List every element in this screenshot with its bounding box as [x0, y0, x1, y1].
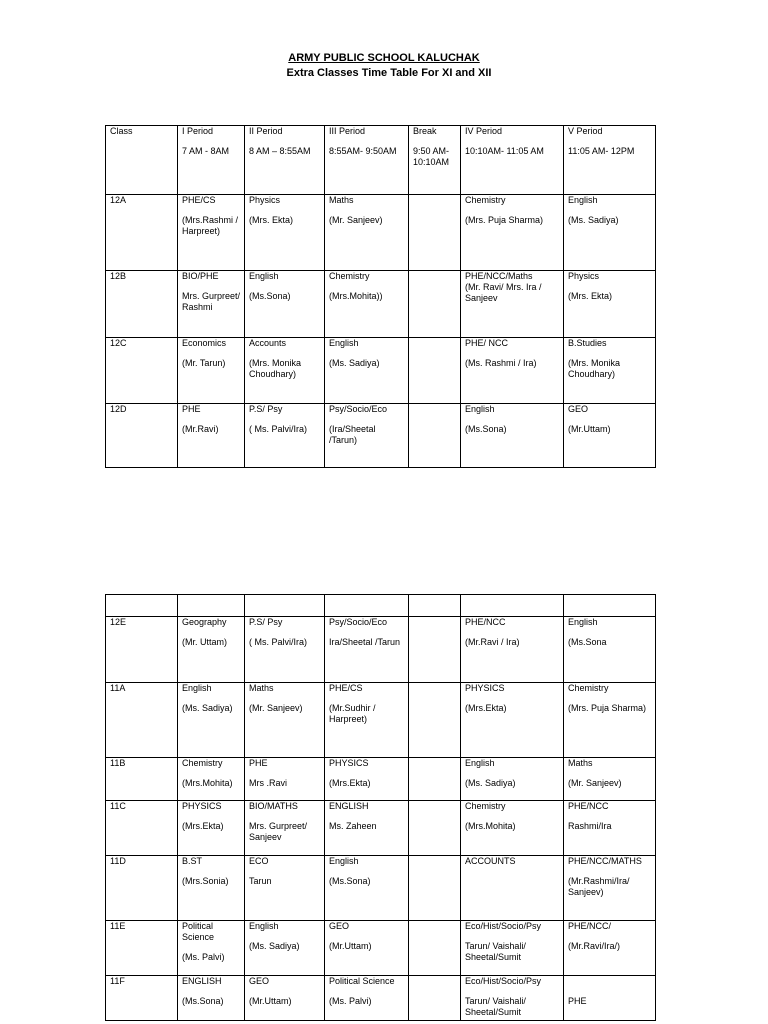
- cell-teacher: (Mr.Sudhir / Harpreet): [329, 703, 376, 724]
- cell-break: [409, 617, 461, 683]
- cell-period-1: [178, 758, 245, 801]
- table-row: [106, 617, 656, 683]
- cell-subject: Maths: [568, 758, 593, 768]
- cell-period-4: [461, 856, 564, 921]
- table-row: [106, 338, 656, 404]
- cell-period-5: [564, 595, 656, 617]
- cell-period-2: [245, 271, 325, 338]
- header-time: 9:50 AM- 10:10AM: [413, 146, 450, 167]
- table-row: [106, 976, 656, 1021]
- cell-period-5: [564, 758, 656, 801]
- cell-period-5: [564, 976, 656, 1021]
- cell-break: [409, 338, 461, 404]
- cell-subject: Chemistry: [465, 801, 506, 811]
- cell-period-4: [461, 801, 564, 856]
- cell-period-2: [245, 758, 325, 801]
- cell-subject: BIO/PHE: [182, 271, 219, 281]
- cell-subject: Chemistry: [568, 683, 609, 693]
- cell-subject: English: [249, 921, 279, 931]
- cell-teacher: (Mr. Uttam): [182, 637, 227, 647]
- cell-period-3: [325, 195, 409, 271]
- table-row: [106, 195, 656, 271]
- cell-subject: ECO: [249, 856, 269, 866]
- cell-teacher: (Mr.Ravi): [182, 424, 219, 434]
- cell-teacher: (Mr. Sanjeev): [249, 703, 303, 713]
- cell-period-3: [325, 976, 409, 1021]
- header-class: [106, 126, 178, 195]
- cell-class: [106, 976, 178, 1021]
- cell-teacher: (Mr.Ravi / Ira): [465, 637, 520, 647]
- cell-period-3: [325, 404, 409, 468]
- cell-teacher: (Mrs. Monika Choudhary): [249, 358, 302, 379]
- cell-subject: ENGLISH: [329, 801, 369, 811]
- cell-subject: English: [465, 758, 495, 768]
- cell-period-4: [461, 404, 564, 468]
- cell-teacher: (Mrs.Ekta): [329, 778, 371, 788]
- cell-subject: English: [329, 338, 359, 348]
- cell-teacher: Mrs. Gurpreet/ Sanjeev: [249, 821, 308, 842]
- cell-period-1: [178, 617, 245, 683]
- cell-break: [409, 976, 461, 1021]
- header-break: [409, 126, 461, 195]
- cell-subject: ENGLISH: [182, 976, 222, 986]
- cell-subject: PHE/CS: [182, 195, 216, 205]
- cell-subject: Eco/Hist/Socio/Psy: [465, 976, 542, 986]
- cell-subject: GEO: [249, 976, 270, 986]
- cell-teacher: (Ms. Sadiya): [568, 215, 619, 225]
- cell-class: [106, 758, 178, 801]
- cell-teacher: (Mrs. Ekta): [249, 215, 293, 225]
- cell-subject: 11C: [110, 801, 126, 811]
- cell-teacher: Mrs .Ravi: [249, 778, 287, 788]
- cell-teacher: (Mrs. Monika Choudhary): [568, 358, 621, 379]
- cell-period-5: [564, 921, 656, 976]
- cell-subject: B.ST: [182, 856, 203, 866]
- cell-subject: ACCOUNTS: [465, 856, 516, 866]
- table-row: [106, 595, 656, 617]
- cell-teacher: (Ms. Sadiya): [329, 358, 380, 368]
- cell-period-3: [325, 683, 409, 758]
- cell-subject: PHE/NCC: [465, 617, 506, 627]
- table-row: [106, 683, 656, 758]
- cell-subject: 12C: [110, 338, 127, 348]
- cell-teacher: (Mr. Tarun): [182, 358, 226, 368]
- cell-class: [106, 683, 178, 758]
- cell-period-3: [325, 595, 409, 617]
- cell-period-1: [178, 921, 245, 976]
- cell-teacher: (Ms. Sadiya): [249, 941, 300, 951]
- header-period-2: [245, 126, 325, 195]
- cell-period-5: [564, 856, 656, 921]
- cell-period-3: [325, 271, 409, 338]
- cell-period-2: [245, 801, 325, 856]
- cell-period-2: [245, 617, 325, 683]
- cell-subject: PHE: [182, 404, 201, 414]
- cell-period-4: [461, 271, 564, 338]
- table-row: [106, 856, 656, 921]
- cell-subject: PHYSICS: [182, 801, 222, 811]
- cell-period-2: [245, 976, 325, 1021]
- cell-teacher: (Mr. Ravi/ Mrs. Ira / Sanjeev: [465, 282, 542, 303]
- cell-subject: 12B: [110, 271, 127, 281]
- cell-subject: English: [249, 271, 279, 281]
- cell-period-4: [461, 921, 564, 976]
- cell-subject: 11E: [110, 921, 126, 931]
- cell-break: [409, 404, 461, 468]
- cell-subject: PHYSICS: [329, 758, 369, 768]
- cell-period-4: [461, 195, 564, 271]
- cell-subject: Accounts: [249, 338, 287, 348]
- cell-subject: Political Science: [329, 976, 395, 986]
- cell-class: [106, 921, 178, 976]
- cell-subject: PHE/ NCC: [465, 338, 509, 348]
- cell-period-3: [325, 338, 409, 404]
- cell-subject: Eco/Hist/Socio/Psy: [465, 921, 542, 931]
- cell-period-1: [178, 976, 245, 1021]
- cell-teacher: Tarun/ Vaishali/ Sheetal/Sumit: [465, 996, 526, 1017]
- header-label: Break: [413, 126, 437, 136]
- cell-subject: Maths: [249, 683, 274, 693]
- cell-subject: PHE/NCC/: [568, 921, 612, 931]
- cell-teacher: (Ms.Sona): [329, 876, 371, 886]
- cell-subject: English: [568, 195, 598, 205]
- cell-teacher: (Mrs.Mohita): [465, 821, 516, 831]
- cell-teacher: (Ira/Sheetal /Tarun): [329, 424, 376, 445]
- cell-subject: English: [568, 617, 598, 627]
- school-name: ARMY PUBLIC SCHOOL KALUCHAK: [288, 52, 480, 64]
- cell-teacher: ( Ms. Palvi/Ira): [249, 637, 308, 647]
- cell-period-2: [245, 338, 325, 404]
- header-row: [106, 126, 656, 195]
- table-row: [106, 271, 656, 338]
- cell-subject: 11A: [110, 683, 126, 693]
- cell-class: [106, 617, 178, 683]
- cell-subject: Chemistry: [329, 271, 370, 281]
- cell-period-5: [564, 271, 656, 338]
- cell-teacher: (Mrs. Puja Sharma): [465, 215, 544, 225]
- cell-subject: GEO: [568, 404, 589, 414]
- header-period-4: [461, 126, 564, 195]
- cell-teacher: (Ms.Sona): [249, 291, 291, 301]
- cell-teacher: Ms. Zaheen: [329, 821, 377, 831]
- cell-subject: 11B: [110, 758, 126, 768]
- cell-subject: 11D: [110, 856, 126, 866]
- cell-period-5: [564, 404, 656, 468]
- cell-subject: GEO: [329, 921, 350, 931]
- cell-subject: Geography: [182, 617, 227, 627]
- cell-period-1: [178, 856, 245, 921]
- cell-period-3: [325, 856, 409, 921]
- cell-period-2: [245, 856, 325, 921]
- cell-teacher: (Mrs.Mohita): [182, 778, 233, 788]
- cell-break: [409, 758, 461, 801]
- cell-period-1: [178, 195, 245, 271]
- cell-period-4: [461, 758, 564, 801]
- cell-period-4: [461, 595, 564, 617]
- cell-teacher: (Ms.Sona): [182, 996, 224, 1006]
- header-time: 10:10AM- 11:05 AM: [465, 146, 544, 156]
- cell-subject: Political Science: [182, 921, 215, 942]
- cell-subject: 12A: [110, 195, 127, 205]
- cell-class: [106, 856, 178, 921]
- cell-subject: Economics: [182, 338, 227, 348]
- header-label: V Period: [568, 126, 603, 136]
- cell-subject: Physics: [249, 195, 281, 205]
- cell-period-4: [461, 683, 564, 758]
- cell-teacher: (Mrs. Ekta): [568, 291, 612, 301]
- cell-teacher: (Ms. Palvi): [329, 996, 372, 1006]
- cell-period-1: [178, 595, 245, 617]
- cell-subject: Chemistry: [465, 195, 506, 205]
- cell-subject: Chemistry: [182, 758, 223, 768]
- cell-period-1: [178, 271, 245, 338]
- cell-class: [106, 338, 178, 404]
- cell-teacher: (Mr.Uttam): [568, 424, 611, 434]
- header-time: 7 AM - 8AM: [182, 146, 230, 156]
- cell-subject: Psy/Socio/Eco: [329, 404, 388, 414]
- table-row: [106, 801, 656, 856]
- cell-break: [409, 683, 461, 758]
- header-label: I Period: [182, 126, 214, 136]
- cell-subject: PHE/CS: [329, 683, 363, 693]
- cell-teacher: (Mrs.Ekta): [465, 703, 507, 713]
- cell-teacher: (Mrs.Mohita)): [329, 291, 383, 301]
- cell-class: [106, 271, 178, 338]
- cell-teacher: (Ms.Sona: [568, 637, 607, 647]
- timetable-part-2: [105, 594, 656, 1021]
- cell-class: [106, 801, 178, 856]
- cell-period-4: [461, 976, 564, 1021]
- header-time: 8:55AM- 9:50AM: [329, 146, 397, 156]
- cell-subject: English: [465, 404, 495, 414]
- cell-class: [106, 195, 178, 271]
- cell-teacher: Tarun: [249, 876, 272, 886]
- cell-class: [106, 595, 178, 617]
- cell-subject: Psy/Socio/Eco: [329, 617, 388, 627]
- cell-period-3: [325, 801, 409, 856]
- header-time: 8 AM – 8:55AM: [249, 146, 311, 156]
- cell-break: [409, 921, 461, 976]
- header-period-3: [325, 126, 409, 195]
- header-label: Class: [110, 126, 133, 136]
- cell-subject: English: [329, 856, 359, 866]
- cell-teacher: (Mrs.Rashmi / Harpreet): [182, 215, 238, 236]
- table-row: [106, 404, 656, 468]
- cell-teacher: (Ms. Rashmi / Ira): [465, 358, 537, 368]
- cell-subject: PHE/NCC/MATHS: [568, 856, 642, 866]
- cell-subject: 12D: [110, 404, 127, 414]
- cell-period-2: [245, 595, 325, 617]
- cell-class: [106, 404, 178, 468]
- cell-subject: 11F: [110, 976, 125, 986]
- cell-period-5: [564, 338, 656, 404]
- cell-teacher: (Mr. Sanjeev): [329, 215, 383, 225]
- cell-period-1: [178, 338, 245, 404]
- cell-break: [409, 801, 461, 856]
- cell-teacher: (Mr.Uttam): [249, 996, 292, 1006]
- page-subtitle: Extra Classes Time Table For XI and XII: [286, 67, 492, 79]
- cell-subject: 12E: [110, 617, 127, 627]
- cell-teacher: (Mrs.Sonia): [182, 876, 229, 886]
- cell-period-5: [564, 195, 656, 271]
- cell-teacher: (Mr. Sanjeev): [568, 778, 622, 788]
- cell-teacher: (Mr.Ravi/Ira/): [568, 941, 621, 951]
- cell-teacher: PHE: [568, 996, 587, 1006]
- header-period-1: [178, 126, 245, 195]
- cell-period-5: [564, 683, 656, 758]
- header-label: III Period: [329, 126, 366, 136]
- cell-subject: BIO/MATHS: [249, 801, 298, 811]
- cell-break: [409, 856, 461, 921]
- cell-break: [409, 595, 461, 617]
- cell-period-3: [325, 617, 409, 683]
- cell-period-2: [245, 921, 325, 976]
- header-label: II Period: [249, 126, 283, 136]
- cell-teacher: (Ms. Palvi): [182, 952, 225, 962]
- cell-subject: P.S/ Psy: [249, 404, 283, 414]
- timetable-xii-part-1: [105, 125, 656, 468]
- cell-subject: B.Studies: [568, 338, 607, 348]
- cell-period-4: [461, 338, 564, 404]
- cell-period-3: [325, 921, 409, 976]
- cell-period-4: [461, 617, 564, 683]
- cell-teacher: (Mrs.Ekta): [182, 821, 224, 831]
- cell-teacher: (Mr.Uttam): [329, 941, 372, 951]
- cell-period-5: [564, 617, 656, 683]
- header-period-5: [564, 126, 656, 195]
- cell-teacher: Rashmi/Ira: [568, 821, 612, 831]
- cell-teacher: (Mrs. Puja Sharma): [568, 703, 647, 713]
- cell-subject: Maths: [329, 195, 354, 205]
- cell-teacher: ( Ms. Palvi/Ira): [249, 424, 308, 434]
- cell-subject: P.S/ Psy: [249, 617, 283, 627]
- cell-teacher: (Mr.Rashmi/Ira/ Sanjeev): [568, 876, 630, 897]
- cell-period-5: [564, 801, 656, 856]
- header-time: 11:05 AM- 12PM: [568, 146, 635, 156]
- cell-teacher: Tarun/ Vaishali/ Sheetal/Sumit: [465, 941, 526, 962]
- cell-teacher: Ira/Sheetal /Tarun: [329, 637, 401, 647]
- cell-period-2: [245, 404, 325, 468]
- cell-period-3: [325, 758, 409, 801]
- cell-teacher: (Ms. Sadiya): [465, 778, 516, 788]
- cell-period-1: [178, 683, 245, 758]
- cell-subject: PHE/NCC/Maths: [465, 271, 533, 281]
- header-label: IV Period: [465, 126, 503, 136]
- cell-break: [409, 195, 461, 271]
- cell-break: [409, 271, 461, 338]
- cell-subject: English: [182, 683, 212, 693]
- cell-period-2: [245, 195, 325, 271]
- cell-period-1: [178, 404, 245, 468]
- cell-teacher: (Ms. Sadiya): [182, 703, 233, 713]
- cell-subject: PHYSICS: [465, 683, 505, 693]
- table-row: [106, 758, 656, 801]
- cell-teacher: (Ms.Sona): [465, 424, 507, 434]
- cell-teacher: Mrs. Gurpreet/ Rashmi: [182, 291, 241, 312]
- cell-subject: PHE/NCC: [568, 801, 609, 811]
- cell-period-2: [245, 683, 325, 758]
- cell-subject: PHE: [249, 758, 268, 768]
- table-row: [106, 921, 656, 976]
- cell-period-1: [178, 801, 245, 856]
- cell-subject: Physics: [568, 271, 600, 281]
